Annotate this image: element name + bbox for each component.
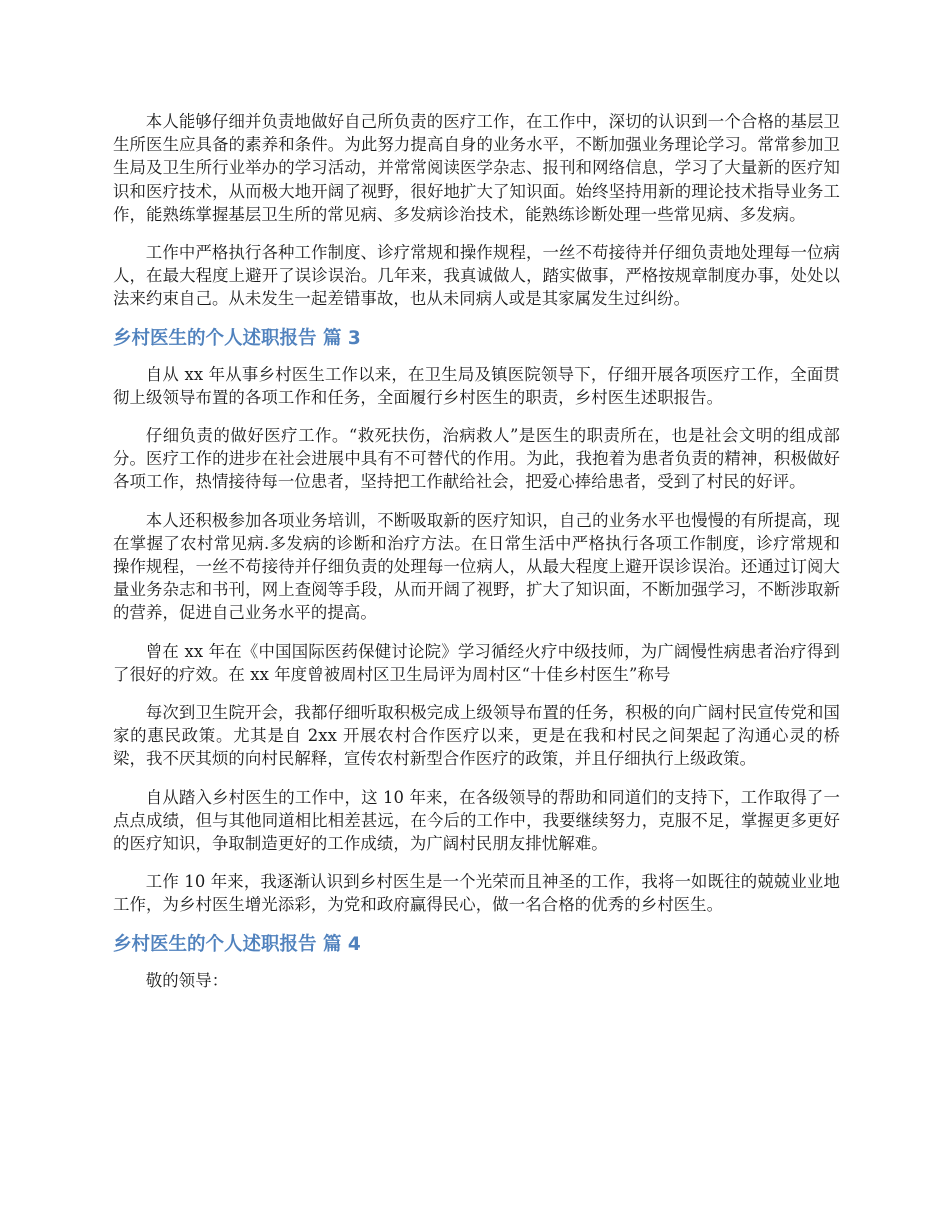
- body-paragraph: 工作中严格执行各种工作制度、诊疗常规和操作规程，一丝不苟接待并仔细负责地处理每一位病人，在最大程度上避开了误诊误治。几年来，我真诚做人，踏实做事，严格按规章制度办事，处处以法来约束自己。从未发生一起差错事故，也从未同病人或是其家属发生过纠纷。: [113, 243, 840, 309]
- body-paragraph: 仔细负责的做好医疗工作。“救死扶伤，治病救人”是医生的职责所在，也是社会文明的组成部分。医疗工作的进步在社会进展中具有不可替代的作用。为此，我抱着为患者负责的精神，积极做好各项工作，热情接待每一位患者，坚持把工作献给社会，把爱心捧给患者，受到了村民的好评。: [113, 426, 840, 492]
- body-paragraph: 本人能够仔细并负责地做好自己所负责的医疗工作，在工作中，深切的认识到一个合格的基层卫生所医生应具备的素养和条件。为此努力提高自身的业务水平，不断加强业务理论学习。常常参加卫生局及卫生所行业举办的学习活动，并常常阅读医学杂志、报刊和网络信息，学习了大量新的医疗知识和医疗技术，从而极大地开阔了视野，很好地扩大了知识面。始终坚持用新的理论技术指导业务工作，能熟练掌握基层卫生所的常见病、多发病诊治技术，能熟练诊断处理一些常见病、多发病。: [113, 112, 840, 224]
- body-paragraph: 每次到卫生院开会，我都仔细听取积极完成上级领导布置的任务，积极的向广阔村民宣传党和国家的惠民政策。尤其是自 2xx 开展农村合作医疗以来，更是在我和村民之间架起了沟通心灵的桥梁，我不厌其烦的向村民解释，宣传农村新型合作医疗的政策，并且仔细执行上级政策。: [113, 703, 840, 769]
- body-paragraph: 工作 10 年来，我逐渐认识到乡村医生是一个光荣而且神圣的工作，我将一如既往的兢兢业业地工作，为乡村医生增光添彩，为党和政府赢得民心，做一名合格的优秀的乡村医生。: [113, 872, 840, 915]
- section-heading: 乡村医生的个人述职报告 篇 3: [113, 327, 361, 349]
- document-page: [113, 110, 840, 1007]
- body-paragraph: 本人还积极参加各项业务培训，不断吸取新的医疗知识，自己的业务水平也慢慢的有所提高，现在掌握了农村常见病.多发病的诊断和治疗方法。在日常生活中严格执行各项工作制度，诊疗常规和操作规程，一丝不苟接待并仔细负责的处理每一位病人，从最大程度上避开误诊误治。还通过订阅大量业务杂志和书刊，网上查阅等手段，从而开阔了视野，扩大了知识面，不断加强学习，不断涉取新的营养，促进自己业务水平的提高。: [113, 510, 840, 623]
- body-paragraph: 曾在 xx 年在《中国国际医药保健讨论院》学习循经火疗中级技师，为广阔慢性病患者治疗得到了很好的疗效。在 xx 年度曾被周村区卫生局评为周村区“十佳乡村医生”称号: [113, 641, 840, 684]
- body-paragraph: 自从 xx 年从事乡村医生工作以来，在卫生局及镇医院领导下，仔细开展各项医疗工作，全面贯彻上级领导布置的各项工作和任务，全面履行乡村医生的职责，乡村医生述职报告。: [113, 364, 840, 407]
- body-paragraph: 敬的领导：: [145, 970, 229, 990]
- section-heading: 乡村医生的个人述职报告 篇 4: [113, 933, 361, 955]
- body-paragraph: 自从踏入乡村医生的工作中，这 10 年来，在各级领导的帮助和同道们的支持下，工作取得了一点点成绩，但与其他同道相比相差甚远，在今后的工作中，我要继续努力，克服不足，掌握更多更好的医疗知识，争取制造更好的工作成绩，为广阔村民朋友排忧解难。: [113, 787, 840, 854]
